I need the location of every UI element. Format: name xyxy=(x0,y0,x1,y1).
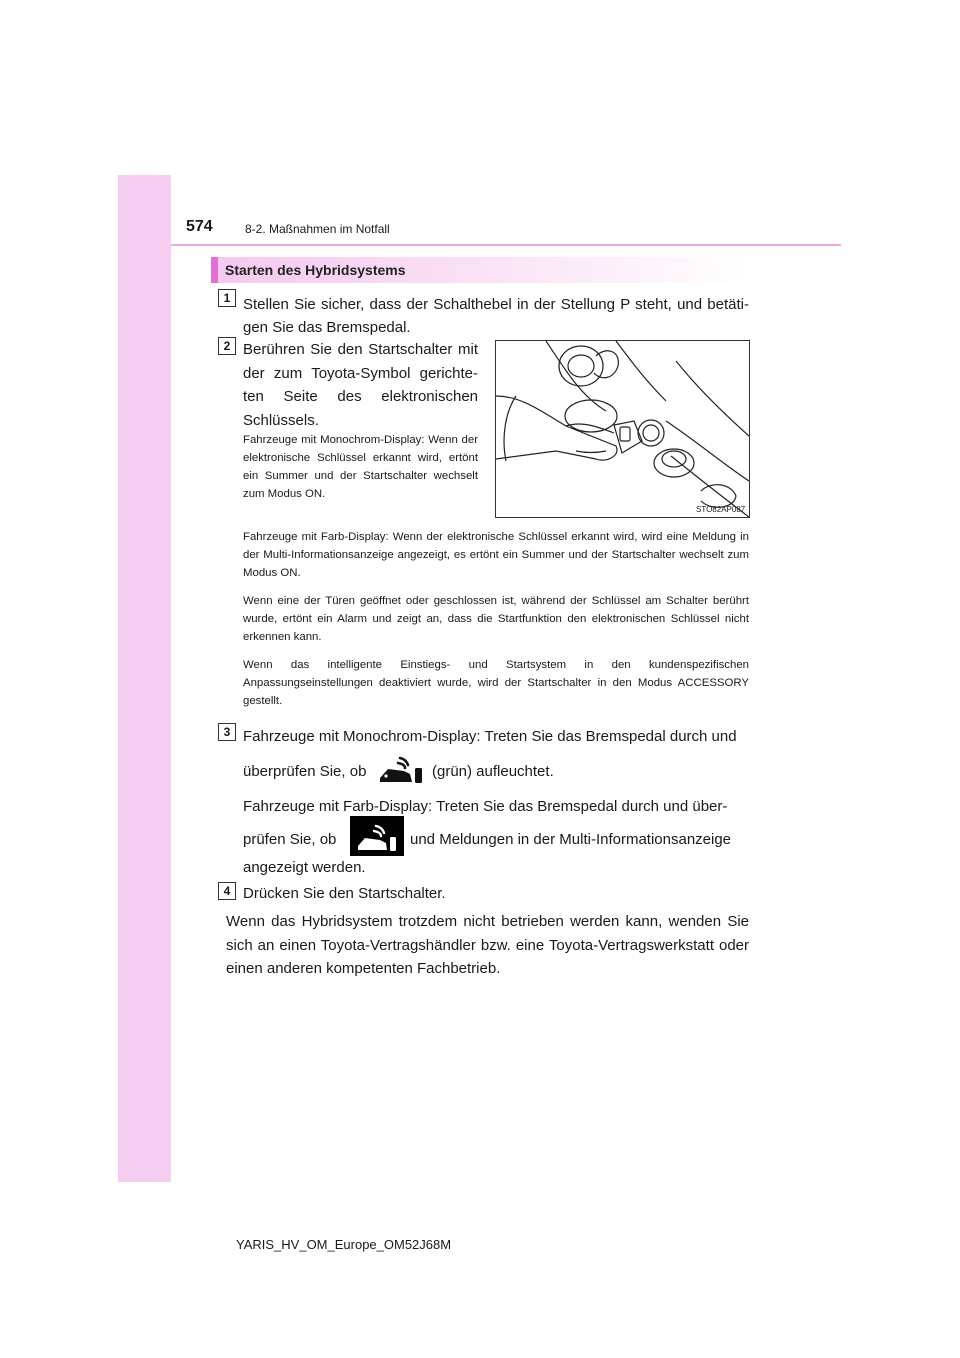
step-4-text: Drücken Sie den Startschalter. xyxy=(243,885,446,902)
start-switch-drawing xyxy=(496,341,749,517)
step-2-note-door: Wenn eine der Türen geöffnet oder geschlossen ist, während der Schlüssel am Schalter berührt wurde, ertönt ein Alarm und zeigt an, dass die Startfunktion den elektronischen Schlüssel nicht erkennen kann. xyxy=(243,595,749,643)
step-3-color-pre: prüfen Sie, ob xyxy=(243,831,337,848)
step-2-note-color: Fahrzeuge mit Farb-Display: Wenn der elektronische Schlüssel erkannt wird, wird eine Meldung in der Multi-Informationsanzeige angezeigt, es ertönt ein Summer und der Startschalter wechselt zum Modus ON. xyxy=(243,531,749,579)
section-heading xyxy=(211,257,749,283)
page-number: 574 xyxy=(186,218,213,235)
step-number-3: 3 xyxy=(218,723,236,741)
step-2-note-custom: Wenn das intelligente Einstiegs- und Startsystem in den kundenspezifischen Anpassungseinstellungen deaktiviert wurde, wird der Startschalter in den Modus ACCESSORY gestellt. xyxy=(243,659,749,707)
step-3-mono-pre: überprüfen Sie, ob xyxy=(243,763,367,780)
step-number-1: 1 xyxy=(218,289,236,307)
key-system-indicator-icon xyxy=(378,752,424,784)
step-3-mono-post: (grün) aufleuchtet. xyxy=(432,763,554,780)
chapter-title: 8-2. Maßnahmen im Notfall xyxy=(245,222,390,236)
step-number-2: 2 xyxy=(218,337,236,355)
header-rule xyxy=(171,244,841,246)
step-2-note-mono: Fahrzeuge mit Monochrom-Display: Wenn der elektronische Schlüssel erkannt wird, ertönt ein Summer und der Startschalter wechselt zum Modus ON. xyxy=(243,434,478,500)
figure-code: STO82AP087 xyxy=(696,505,746,514)
closing-paragraph: Wenn das Hybridsystem trotzdem nicht betrieben werden kann, wenden Sie sich an einen Toyota-Vertragshändler bzw. eine Toyota-Vertragswerkstatt oder einen anderen kompetenten Fachbetrieb. xyxy=(226,913,749,977)
step-3-color-line1: Fahrzeuge mit Farb-Display: Treten Sie das Bremspedal durch und über- xyxy=(243,798,728,815)
section-accent xyxy=(211,257,218,283)
key-fob-illustration xyxy=(495,340,750,518)
step-1-text: Stellen Sie sicher, dass der Schalthebel in der Stellung P steht, und betäti-gen Sie das Bremspedal. xyxy=(243,296,749,336)
step-3-color-post: und Meldungen in der Multi-Informationsanzeige xyxy=(410,831,732,848)
section-title: Starten des Hybridsystems xyxy=(225,262,406,278)
step-number-4: 4 xyxy=(218,882,236,900)
key-system-indicator-dark-icon xyxy=(350,816,404,856)
chapter-sidebar xyxy=(118,175,171,1182)
document-footer: YARIS_HV_OM_Europe_OM52J68M xyxy=(236,1237,452,1252)
step-3-color-line3: angezeigt werden. xyxy=(243,859,366,876)
step-3-mono-line1: Fahrzeuge mit Monochrom-Display: Treten Sie das Bremspedal durch und xyxy=(243,728,737,745)
step-2-text: Berühren Sie den Startschalter mit der zum Toyota-Symbol gerichte-ten Seite des elektronischen Schlüssels. xyxy=(243,341,478,429)
